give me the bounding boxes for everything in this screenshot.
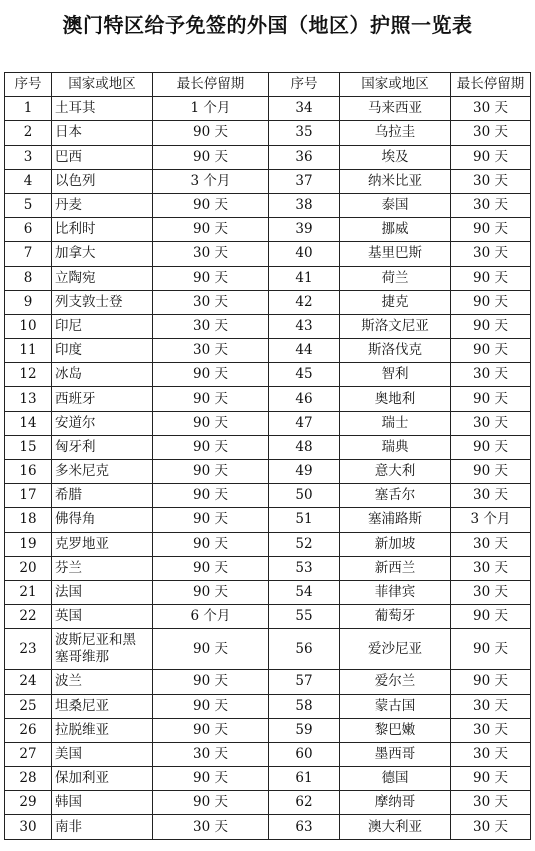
cell-stay-right: 30 天 (451, 121, 531, 145)
cell-serial-left: 12 (5, 363, 52, 387)
cell-country-left: 匈牙利 (52, 435, 153, 459)
cell-country-right: 基里巴斯 (340, 242, 451, 266)
table-row (5, 387, 531, 411)
cell-stay-right: 90 天 (451, 314, 531, 338)
cell-country-right: 墨西哥 (340, 742, 451, 766)
cell-serial-right: 52 (269, 532, 340, 556)
cell-serial-left: 9 (5, 290, 52, 314)
cell-stay-right: 90 天 (451, 629, 531, 670)
cell-serial-left: 24 (5, 670, 52, 694)
cell-stay-left: 90 天 (153, 435, 269, 459)
cell-stay-left: 90 天 (153, 629, 269, 670)
cell-stay-left: 30 天 (153, 815, 269, 839)
cell-stay-left: 90 天 (153, 718, 269, 742)
table-row (5, 580, 531, 604)
cell-serial-left: 16 (5, 460, 52, 484)
cell-country-right: 爱沙尼亚 (340, 629, 451, 670)
cell-serial-right: 37 (269, 169, 340, 193)
cell-stay-left: 90 天 (153, 363, 269, 387)
cell-serial-right: 45 (269, 363, 340, 387)
cell-serial-left: 17 (5, 484, 52, 508)
cell-serial-right: 49 (269, 460, 340, 484)
cell-serial-right: 50 (269, 484, 340, 508)
cell-country-right: 智利 (340, 363, 451, 387)
cell-country-right: 黎巴嫩 (340, 718, 451, 742)
cell-stay-left: 90 天 (153, 460, 269, 484)
cell-serial-left: 23 (5, 629, 52, 670)
cell-country-right: 爱尔兰 (340, 670, 451, 694)
header-country-right: 国家或地区 (340, 73, 451, 97)
cell-stay-left: 30 天 (153, 339, 269, 363)
cell-country-left: 冰岛 (52, 363, 153, 387)
table-body (5, 97, 531, 839)
cell-serial-left: 25 (5, 694, 52, 718)
cell-stay-right: 90 天 (451, 387, 531, 411)
cell-serial-right: 53 (269, 556, 340, 580)
cell-stay-left: 90 天 (153, 218, 269, 242)
cell-stay-right: 30 天 (451, 484, 531, 508)
cell-country-left: 芬兰 (52, 556, 153, 580)
cell-country-right: 荷兰 (340, 266, 451, 290)
cell-serial-right: 39 (269, 218, 340, 242)
cell-stay-left: 1 个月 (153, 97, 269, 121)
cell-country-left: 美国 (52, 742, 153, 766)
table-row (5, 145, 531, 169)
cell-country-right: 奥地利 (340, 387, 451, 411)
header-stay-left: 最长停留期 (153, 73, 269, 97)
cell-stay-right: 90 天 (451, 266, 531, 290)
cell-serial-right: 47 (269, 411, 340, 435)
cell-stay-left: 3 个月 (153, 169, 269, 193)
cell-country-left: 安道尔 (52, 411, 153, 435)
cell-stay-right: 90 天 (451, 767, 531, 791)
cell-country-left: 印度 (52, 339, 153, 363)
cell-stay-left: 90 天 (153, 791, 269, 815)
cell-serial-right: 54 (269, 580, 340, 604)
cell-serial-right: 43 (269, 314, 340, 338)
cell-serial-left: 2 (5, 121, 52, 145)
cell-country-left: 丹麦 (52, 193, 153, 217)
table-row (5, 363, 531, 387)
cell-country-right: 埃及 (340, 145, 451, 169)
cell-country-right: 摩纳哥 (340, 791, 451, 815)
table-row (5, 314, 531, 338)
table-row (5, 605, 531, 629)
cell-stay-left: 90 天 (153, 484, 269, 508)
cell-country-right: 挪威 (340, 218, 451, 242)
cell-stay-left: 30 天 (153, 314, 269, 338)
cell-stay-right: 90 天 (451, 218, 531, 242)
cell-country-right: 新加坡 (340, 532, 451, 556)
header-stay-right: 最长停留期 (451, 73, 531, 97)
cell-stay-right: 30 天 (451, 97, 531, 121)
cell-country-right: 葡萄牙 (340, 605, 451, 629)
cell-country-left: 列支敦士登 (52, 290, 153, 314)
cell-serial-left: 7 (5, 242, 52, 266)
cell-serial-left: 15 (5, 435, 52, 459)
cell-country-left: 保加利亚 (52, 767, 153, 791)
cell-stay-right: 30 天 (451, 242, 531, 266)
cell-serial-right: 51 (269, 508, 340, 532)
header-country-left: 国家或地区 (52, 73, 153, 97)
cell-country-left: 英国 (52, 605, 153, 629)
cell-serial-right: 38 (269, 193, 340, 217)
table-row (5, 121, 531, 145)
cell-serial-left: 13 (5, 387, 52, 411)
visa-free-table (4, 72, 531, 840)
cell-serial-right: 34 (269, 97, 340, 121)
table-row (5, 435, 531, 459)
table-row (5, 411, 531, 435)
cell-country-right: 塞舌尔 (340, 484, 451, 508)
cell-stay-right: 30 天 (451, 815, 531, 839)
page-title: 澳门特区给予免签的外国（地区）护照一览表 (62, 13, 473, 37)
cell-country-right: 新西兰 (340, 556, 451, 580)
cell-country-right: 斯洛伐克 (340, 339, 451, 363)
cell-country-left: 法国 (52, 580, 153, 604)
cell-serial-left: 22 (5, 605, 52, 629)
cell-serial-right: 35 (269, 121, 340, 145)
cell-country-left: 立陶宛 (52, 266, 153, 290)
cell-serial-left: 14 (5, 411, 52, 435)
cell-country-left: 波兰 (52, 670, 153, 694)
cell-stay-right: 30 天 (451, 169, 531, 193)
cell-country-left: 波斯尼亚和黑塞哥维那 (52, 629, 153, 670)
cell-serial-right: 61 (269, 767, 340, 791)
cell-stay-right: 30 天 (451, 742, 531, 766)
cell-serial-right: 59 (269, 718, 340, 742)
cell-country-left: 南非 (52, 815, 153, 839)
cell-stay-left: 90 天 (153, 387, 269, 411)
cell-stay-right: 90 天 (451, 670, 531, 694)
cell-stay-left: 90 天 (153, 193, 269, 217)
cell-stay-right: 30 天 (451, 580, 531, 604)
cell-serial-right: 46 (269, 387, 340, 411)
cell-serial-left: 18 (5, 508, 52, 532)
cell-serial-right: 55 (269, 605, 340, 629)
cell-serial-right: 36 (269, 145, 340, 169)
cell-stay-left: 6 个月 (153, 605, 269, 629)
cell-stay-right: 30 天 (451, 718, 531, 742)
table-row (5, 460, 531, 484)
cell-serial-right: 58 (269, 694, 340, 718)
cell-stay-right: 30 天 (451, 363, 531, 387)
cell-stay-left: 90 天 (153, 694, 269, 718)
cell-country-left: 巴西 (52, 145, 153, 169)
cell-serial-right: 42 (269, 290, 340, 314)
cell-country-right: 斯洛文尼亚 (340, 314, 451, 338)
table-row (5, 290, 531, 314)
table-row (5, 97, 531, 121)
cell-stay-left: 30 天 (153, 742, 269, 766)
cell-country-left: 比利时 (52, 218, 153, 242)
table-row (5, 791, 531, 815)
cell-stay-right: 90 天 (451, 460, 531, 484)
cell-stay-right: 30 天 (451, 193, 531, 217)
table-row (5, 339, 531, 363)
cell-serial-left: 1 (5, 97, 52, 121)
cell-stay-left: 90 天 (153, 580, 269, 604)
cell-country-left: 土耳其 (52, 97, 153, 121)
cell-country-right: 塞浦路斯 (340, 508, 451, 532)
cell-serial-left: 3 (5, 145, 52, 169)
cell-country-right: 澳大利亚 (340, 815, 451, 839)
cell-serial-right: 62 (269, 791, 340, 815)
table-row (5, 218, 531, 242)
cell-stay-right: 90 天 (451, 145, 531, 169)
cell-serial-left: 6 (5, 218, 52, 242)
cell-serial-left: 20 (5, 556, 52, 580)
cell-country-left: 多米尼克 (52, 460, 153, 484)
cell-stay-left: 90 天 (153, 670, 269, 694)
cell-stay-left: 90 天 (153, 121, 269, 145)
cell-country-right: 乌拉圭 (340, 121, 451, 145)
table-row (5, 767, 531, 791)
table-row (5, 266, 531, 290)
cell-country-right: 泰国 (340, 193, 451, 217)
table-row (5, 242, 531, 266)
table-row (5, 556, 531, 580)
cell-stay-left: 90 天 (153, 508, 269, 532)
cell-serial-left: 4 (5, 169, 52, 193)
cell-country-right: 菲律宾 (340, 580, 451, 604)
cell-country-right: 德国 (340, 767, 451, 791)
header-serial-left: 序号 (5, 73, 52, 97)
cell-serial-right: 60 (269, 742, 340, 766)
cell-serial-left: 26 (5, 718, 52, 742)
cell-serial-left: 21 (5, 580, 52, 604)
cell-country-left: 韩国 (52, 791, 153, 815)
cell-serial-left: 10 (5, 314, 52, 338)
cell-serial-left: 27 (5, 742, 52, 766)
table-row (5, 169, 531, 193)
table-row (5, 532, 531, 556)
cell-country-left: 克罗地亚 (52, 532, 153, 556)
cell-country-left: 坦桑尼亚 (52, 694, 153, 718)
cell-stay-right: 30 天 (451, 694, 531, 718)
cell-stay-left: 30 天 (153, 290, 269, 314)
cell-country-left: 以色列 (52, 169, 153, 193)
cell-stay-right: 90 天 (451, 605, 531, 629)
cell-stay-right: 30 天 (451, 791, 531, 815)
cell-stay-left: 90 天 (153, 556, 269, 580)
header-serial-right: 序号 (269, 73, 340, 97)
cell-stay-right: 90 天 (451, 435, 531, 459)
cell-serial-right: 44 (269, 339, 340, 363)
cell-serial-right: 48 (269, 435, 340, 459)
cell-stay-left: 30 天 (153, 242, 269, 266)
cell-serial-left: 11 (5, 339, 52, 363)
cell-country-left: 印尼 (52, 314, 153, 338)
cell-serial-right: 40 (269, 242, 340, 266)
cell-country-right: 瑞士 (340, 411, 451, 435)
cell-country-right: 瑞典 (340, 435, 451, 459)
cell-serial-left: 5 (5, 193, 52, 217)
cell-stay-right: 30 天 (451, 411, 531, 435)
cell-serial-left: 19 (5, 532, 52, 556)
cell-stay-left: 90 天 (153, 411, 269, 435)
cell-serial-left: 29 (5, 791, 52, 815)
table-header-row (5, 73, 531, 97)
cell-stay-left: 90 天 (153, 767, 269, 791)
cell-stay-right: 30 天 (451, 532, 531, 556)
cell-serial-right: 41 (269, 266, 340, 290)
cell-serial-left: 8 (5, 266, 52, 290)
cell-country-right: 意大利 (340, 460, 451, 484)
cell-country-left: 日本 (52, 121, 153, 145)
table-row (5, 484, 531, 508)
cell-country-right: 马来西亚 (340, 97, 451, 121)
cell-country-right: 蒙古国 (340, 694, 451, 718)
table-row (5, 718, 531, 742)
table-row (5, 508, 531, 532)
cell-stay-right: 30 天 (451, 556, 531, 580)
table-row (5, 694, 531, 718)
cell-stay-right: 3 个月 (451, 508, 531, 532)
cell-country-left: 佛得角 (52, 508, 153, 532)
cell-serial-right: 57 (269, 670, 340, 694)
table-row (5, 629, 531, 670)
cell-country-right: 捷克 (340, 290, 451, 314)
table-row (5, 193, 531, 217)
table-row (5, 815, 531, 839)
cell-country-left: 西班牙 (52, 387, 153, 411)
cell-stay-left: 90 天 (153, 266, 269, 290)
cell-stay-right: 90 天 (451, 290, 531, 314)
cell-country-left: 拉脱维亚 (52, 718, 153, 742)
cell-serial-left: 28 (5, 767, 52, 791)
cell-country-left: 加拿大 (52, 242, 153, 266)
cell-stay-right: 90 天 (451, 339, 531, 363)
cell-country-left: 希腊 (52, 484, 153, 508)
cell-serial-right: 63 (269, 815, 340, 839)
cell-stay-left: 90 天 (153, 532, 269, 556)
cell-stay-left: 90 天 (153, 145, 269, 169)
table-row (5, 742, 531, 766)
cell-serial-right: 56 (269, 629, 340, 670)
cell-country-right: 纳米比亚 (340, 169, 451, 193)
table-row (5, 670, 531, 694)
cell-serial-left: 30 (5, 815, 52, 839)
